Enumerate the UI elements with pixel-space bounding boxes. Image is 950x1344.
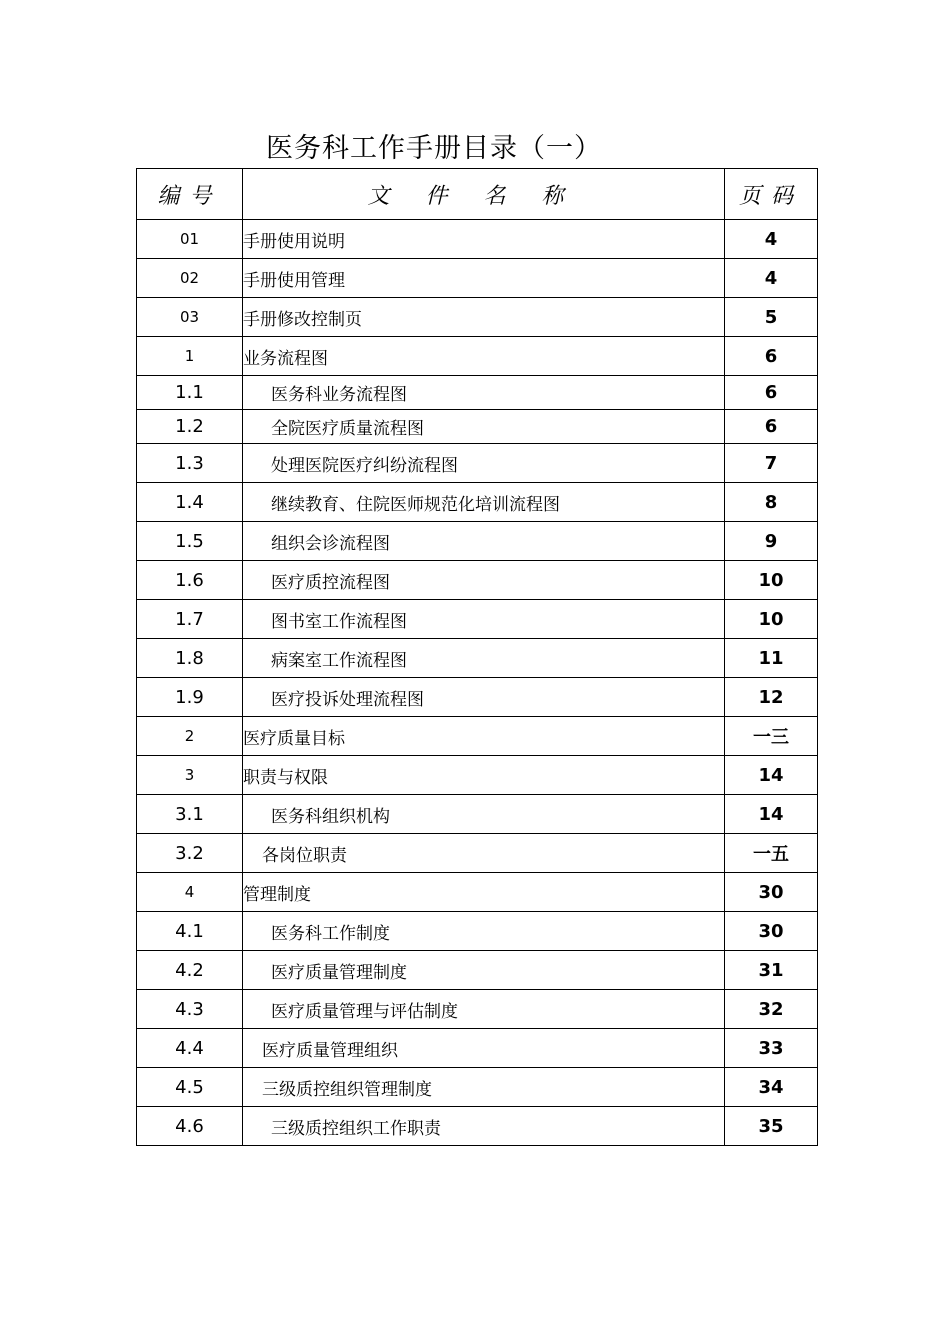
row-title: 组织会诊流程图	[243, 522, 725, 561]
row-page: 4	[725, 220, 818, 259]
toc-table	[136, 168, 818, 1146]
row-page: 10	[725, 600, 818, 639]
row-number: 2	[137, 717, 243, 756]
row-number: 4.4	[137, 1029, 243, 1068]
table-row	[137, 220, 818, 259]
row-number: 1	[137, 337, 243, 376]
row-page: 9	[725, 522, 818, 561]
row-page: 33	[725, 1029, 818, 1068]
row-number: 4.1	[137, 912, 243, 951]
row-page: 6	[725, 376, 818, 410]
row-page: 34	[725, 1068, 818, 1107]
row-page: 30	[725, 873, 818, 912]
table-row	[137, 1068, 818, 1107]
row-title: 医务科工作制度	[243, 912, 725, 951]
row-title: 职责与权限	[243, 756, 725, 795]
row-page: 14	[725, 795, 818, 834]
row-page: 一三	[725, 717, 818, 756]
row-title: 医疗质量管理组织	[243, 1029, 725, 1068]
row-number: 4.3	[137, 990, 243, 1029]
row-title: 各岗位职责	[243, 834, 725, 873]
row-number: 1.5	[137, 522, 243, 561]
table-row	[137, 834, 818, 873]
row-title: 业务流程图	[243, 337, 725, 376]
row-title: 医务科业务流程图	[243, 376, 725, 410]
row-number: 1.4	[137, 483, 243, 522]
row-title: 医疗质量管理与评估制度	[243, 990, 725, 1029]
table-row	[137, 912, 818, 951]
row-title: 医疗质量目标	[243, 717, 725, 756]
row-page: 35	[725, 1107, 818, 1146]
table-row	[137, 795, 818, 834]
table-row	[137, 259, 818, 298]
row-number: 01	[137, 220, 243, 259]
row-number: 1.1	[137, 376, 243, 410]
table-row	[137, 410, 818, 444]
row-number: 02	[137, 259, 243, 298]
row-number: 1.9	[137, 678, 243, 717]
row-page: 6	[725, 410, 818, 444]
row-page: 30	[725, 912, 818, 951]
row-title: 手册修改控制页	[243, 298, 725, 337]
row-title: 管理制度	[243, 873, 725, 912]
table-row	[137, 444, 818, 483]
table-row	[137, 337, 818, 376]
row-page: 8	[725, 483, 818, 522]
row-title: 手册使用说明	[243, 220, 725, 259]
row-number: 1.6	[137, 561, 243, 600]
row-page: 11	[725, 639, 818, 678]
row-page: 4	[725, 259, 818, 298]
row-title: 图书室工作流程图	[243, 600, 725, 639]
table-row	[137, 298, 818, 337]
row-page: 12	[725, 678, 818, 717]
row-page: 一五	[725, 834, 818, 873]
table-row	[137, 756, 818, 795]
table-row	[137, 1107, 818, 1146]
row-page: 14	[725, 756, 818, 795]
row-title: 医疗质量管理制度	[243, 951, 725, 990]
header-name: 文件名称	[243, 169, 725, 220]
table-row	[137, 1029, 818, 1068]
row-number: 1.8	[137, 639, 243, 678]
row-number: 1.7	[137, 600, 243, 639]
row-title: 医疗质控流程图	[243, 561, 725, 600]
table-header-row	[137, 169, 818, 220]
row-title: 三级质控组织管理制度	[243, 1068, 725, 1107]
row-number: 3.2	[137, 834, 243, 873]
row-page: 31	[725, 951, 818, 990]
row-page: 7	[725, 444, 818, 483]
page-title: 医务科工作手册目录（一）	[266, 133, 602, 164]
row-number: 4.2	[137, 951, 243, 990]
row-page: 5	[725, 298, 818, 337]
row-title: 处理医院医疗纠纷流程图	[243, 444, 725, 483]
row-page: 32	[725, 990, 818, 1029]
row-number: 1.3	[137, 444, 243, 483]
row-page: 10	[725, 561, 818, 600]
row-number: 03	[137, 298, 243, 337]
row-number: 4.6	[137, 1107, 243, 1146]
row-number: 3.1	[137, 795, 243, 834]
table-row	[137, 522, 818, 561]
table-row	[137, 483, 818, 522]
table-row	[137, 376, 818, 410]
header-page: 页码	[725, 169, 818, 220]
row-title: 医疗投诉处理流程图	[243, 678, 725, 717]
table-row	[137, 873, 818, 912]
row-title: 病案室工作流程图	[243, 639, 725, 678]
header-number: 编号	[137, 169, 243, 220]
row-title: 全院医疗质量流程图	[243, 410, 725, 444]
row-number: 3	[137, 756, 243, 795]
row-title: 三级质控组织工作职责	[243, 1107, 725, 1146]
row-page: 6	[725, 337, 818, 376]
table-row	[137, 561, 818, 600]
table-row	[137, 600, 818, 639]
table-row	[137, 678, 818, 717]
row-title: 继续教育、住院医师规范化培训流程图	[243, 483, 725, 522]
table-row	[137, 990, 818, 1029]
row-number: 4.5	[137, 1068, 243, 1107]
table-row	[137, 951, 818, 990]
table-row	[137, 639, 818, 678]
table-row	[137, 717, 818, 756]
row-title: 手册使用管理	[243, 259, 725, 298]
row-number: 4	[137, 873, 243, 912]
row-title: 医务科组织机构	[243, 795, 725, 834]
row-number: 1.2	[137, 410, 243, 444]
